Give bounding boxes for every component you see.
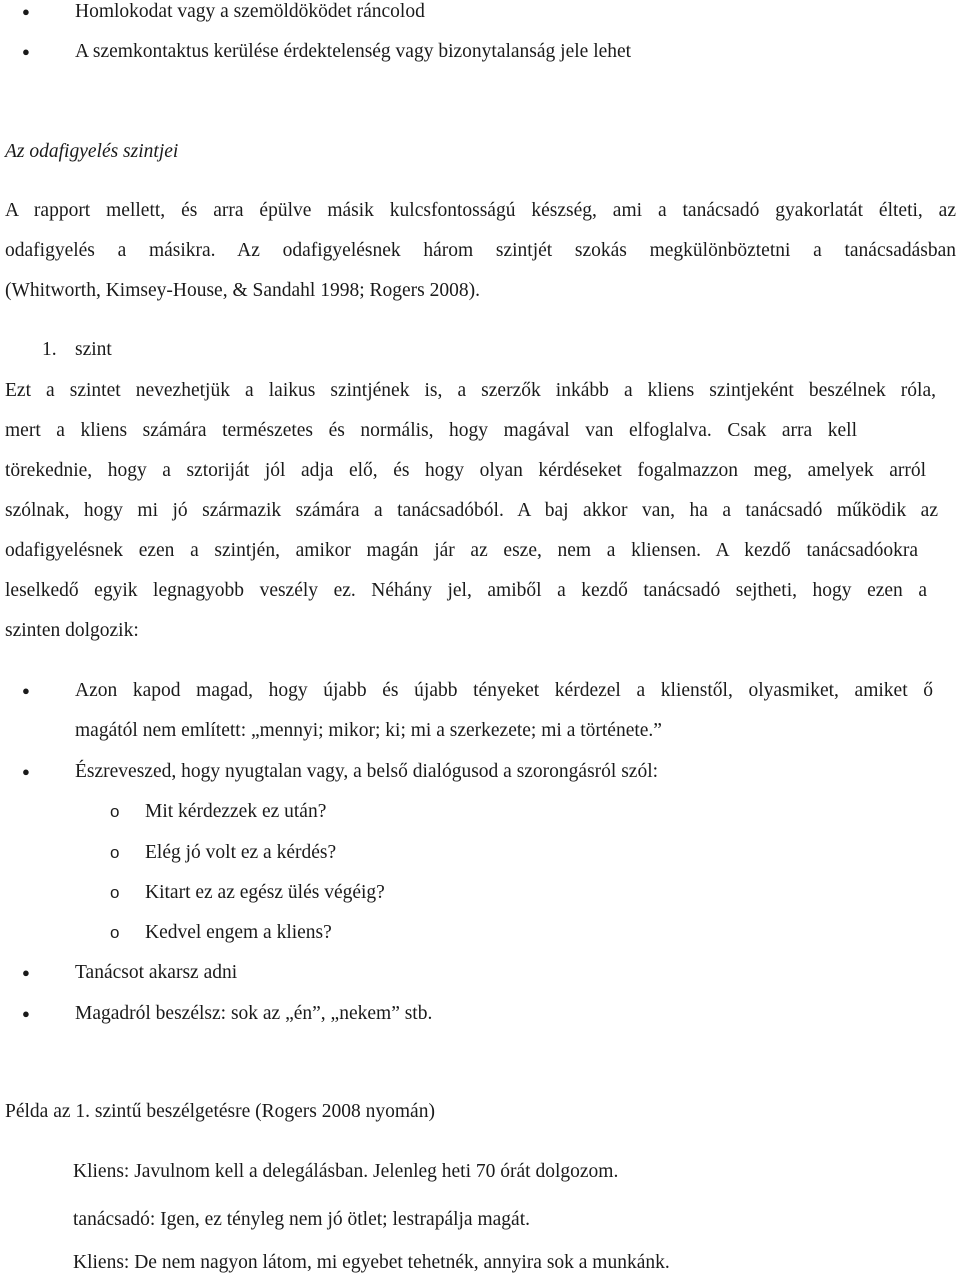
- sub-sign-text: Mit kérdezzek ez után?: [145, 801, 327, 822]
- sub-sign-text: Kitart ez az egész ülés végéig?: [145, 882, 385, 903]
- sign-text: Azon kapod magad, hogy újabb és újabb tényeket kérdezel a klienstől, olyasmiket, amiket ő: [75, 680, 933, 701]
- level-label: szint: [75, 339, 112, 360]
- sign-text: Tanácsot akarsz adni: [75, 962, 238, 983]
- bullet-text: Homlokodat vagy a szemöldöködet ráncolod: [75, 1, 425, 22]
- dialogue-line: Kliens: De nem nagyon látom, mi egyebet tehetnék, annyira sok a munkánk.: [73, 1252, 670, 1273]
- level-number: 1.: [42, 339, 57, 360]
- example-title: Példa az 1. szintű beszélgetésre (Rogers 2008 nyomán): [5, 1101, 435, 1122]
- level-line: Ezt a szintet nevezhetjük a laikus szintjének is, a szerzők inkább a kliens szintjeként beszélnek róla,: [5, 380, 936, 401]
- dialogue-line: tanácsadó: Igen, ez tényleg nem jó ötlet; lestrapálja magát.: [73, 1209, 530, 1230]
- sub-sign-text: Kedvel engem a kliens?: [145, 922, 332, 943]
- intro-line: A rapport mellett, és arra épülve másik kulcsfontosságú készség, ami a tanácsadó gyakorlatát élteti, az: [5, 200, 956, 221]
- bullet-icon: ●: [22, 683, 30, 698]
- bullet-icon: ●: [22, 965, 30, 980]
- sign-text: Magadról beszélsz: sok az „én”, „nekem” stb.: [75, 1003, 433, 1024]
- level-line: leselkedő egyik legnagyobb veszély ez. Néhány jel, amiből a kezdő tanácsadó sejtheti, hogy ezen a: [5, 580, 927, 601]
- intro-line: odafigyelés a másikra. Az odafigyelésnek három szintjét szokás megkülönböztetni a tanácsadásban: [5, 240, 956, 261]
- sign-text: Észreveszed, hogy nyugtalan vagy, a belső dialógusod a szorongásról szól:: [75, 761, 659, 782]
- bullet-icon: ●: [22, 764, 30, 779]
- level-line: odafigyelésnek ezen a szintjén, amikor magán jár az esze, nem a kliensen. A kezdő tanácsadóokra: [5, 540, 918, 561]
- intro-line: (Whitworth, Kimsey-House, & Sandahl 1998; Rogers 2008).: [5, 280, 480, 301]
- bullet-icon: ●: [22, 44, 30, 59]
- section-title: Az odafigyelés szintjei: [5, 141, 179, 162]
- sign-text: magától nem említett: „mennyi; mikor; ki; mi a szerkezete; mi a története.”: [75, 720, 662, 741]
- bullet-icon: ●: [22, 1006, 30, 1021]
- circle-bullet-icon: o: [110, 843, 120, 862]
- circle-bullet-icon: o: [110, 883, 120, 902]
- circle-bullet-icon: o: [110, 802, 120, 821]
- level-line: törekednie, hogy a sztoriját jól adja elő, és hogy olyan kérdéseket fogalmazzon meg, amelyek arról: [5, 460, 926, 481]
- bullet-text: A szemkontaktus kerülése érdektelenség vagy bizonytalanság jele lehet: [75, 41, 632, 62]
- level-line: szinten dolgozik:: [5, 620, 139, 641]
- sub-sign-text: Elég jó volt ez a kérdés?: [145, 842, 337, 863]
- level-line: mert a kliens számára természetes és normális, hogy magával van elfoglalva. Csak arra kell: [5, 420, 857, 441]
- bullet-icon: ●: [22, 4, 30, 19]
- level-line: szólnak, hogy mi jó származik számára a tanácsadóból. A baj akkor van, ha a tanácsadó működik az: [5, 500, 938, 521]
- circle-bullet-icon: o: [110, 923, 120, 942]
- dialogue-line: Kliens: Javulnom kell a delegálásban. Jelenleg heti 70 órát dolgozom.: [73, 1161, 619, 1182]
